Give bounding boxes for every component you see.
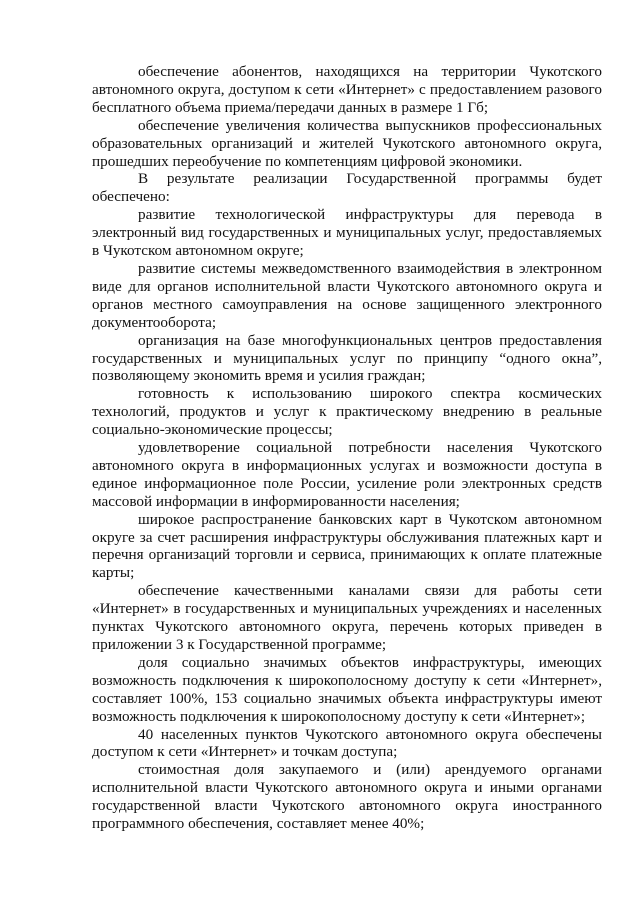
paragraph-broadband-share: доля социально значимых объектов инфраструктуры, имеющих возможность подключения к широкополосному доступу к сети «Интернет», составляет 100%, 153 социально значимых объекта инфраструктуры имеют возможность подключения к широкополосному доступу к сети «Интернет»; (92, 653, 602, 725)
paragraph-foreign-software-share: стоимостная доля закупаемого и (или) арендуемого органами исполнительной власти Чукотского автономного округа и иными органами государственной власти Чукотского автономного округа иностранного программного обеспечения, составляет менее 40%; (92, 761, 602, 833)
paragraph-bank-cards: широкое распространение банковских карт в Чукотском автономном округе за счет расширения инфраструктуры обслуживания платежных карт и перечня организаций торговли и сервиса, принимающих к оплате платежные карты; (92, 510, 602, 582)
paragraph-program-results-intro: В результате реализации Государственной программы будет обеспечено: (92, 170, 602, 206)
paragraph-mfc-one-window: организация на базе многофункциональных центров предоставления государственных и муниципальных услуг по принципу “одного окна”, позволяющему экономить время и усилия граждан; (92, 331, 602, 385)
paragraph-communication-channels: обеспечение качественными каналами связи для работы сети «Интернет» в государственных и муниципальных учреждениях и населенных пунктах Чукотского автономного округа, перечень которых приведен в приложении 3 к Государственной программе; (92, 582, 602, 653)
paragraph-abonent-internet-access: обеспечение абонентов, находящихся на территории Чукотского автономного округа, доступом к сети «Интернет» с предоставлением разового бесплатного объема приема/передачи данных в размере 1 Гб; (92, 63, 602, 116)
paragraph-interagency-system: развитие системы межведомственного взаимодействия в электронном виде для органов исполнительной власти Чукотского автономного округа и органов местного самоуправления на основе защищенного электронного документооборота; (92, 259, 602, 331)
document-page (92, 63, 602, 833)
paragraph-tech-infrastructure: развитие технологической инфраструктуры для перевода в электронный вид государственных и муниципальных услуг, предоставляемых в Чукотском автономном округе; (92, 206, 602, 260)
paragraph-graduates-retraining: обеспечение увеличения количества выпускников профессиональных образовательных организаций и жителей Чукотского автономного округа, прошедших переобучение по компетенциям цифровой экономики. (92, 116, 602, 170)
paragraph-information-services: удовлетворение социальной потребности населения Чукотского автономного округа в информационных услугах и возможности доступа в единое информационное поле России, усиление роли электронных средств массовой информации в информированности населения; (92, 439, 602, 510)
paragraph-settlements-internet: 40 населенных пунктов Чукотского автономного округа обеспечены доступом к сети «Интернет» и точкам доступа; (92, 725, 602, 761)
paragraph-space-technologies: готовность к использованию широкого спектра космических технологий, продуктов и услуг к практическому внедрению в реальные социально-экономические процессы; (92, 385, 602, 439)
